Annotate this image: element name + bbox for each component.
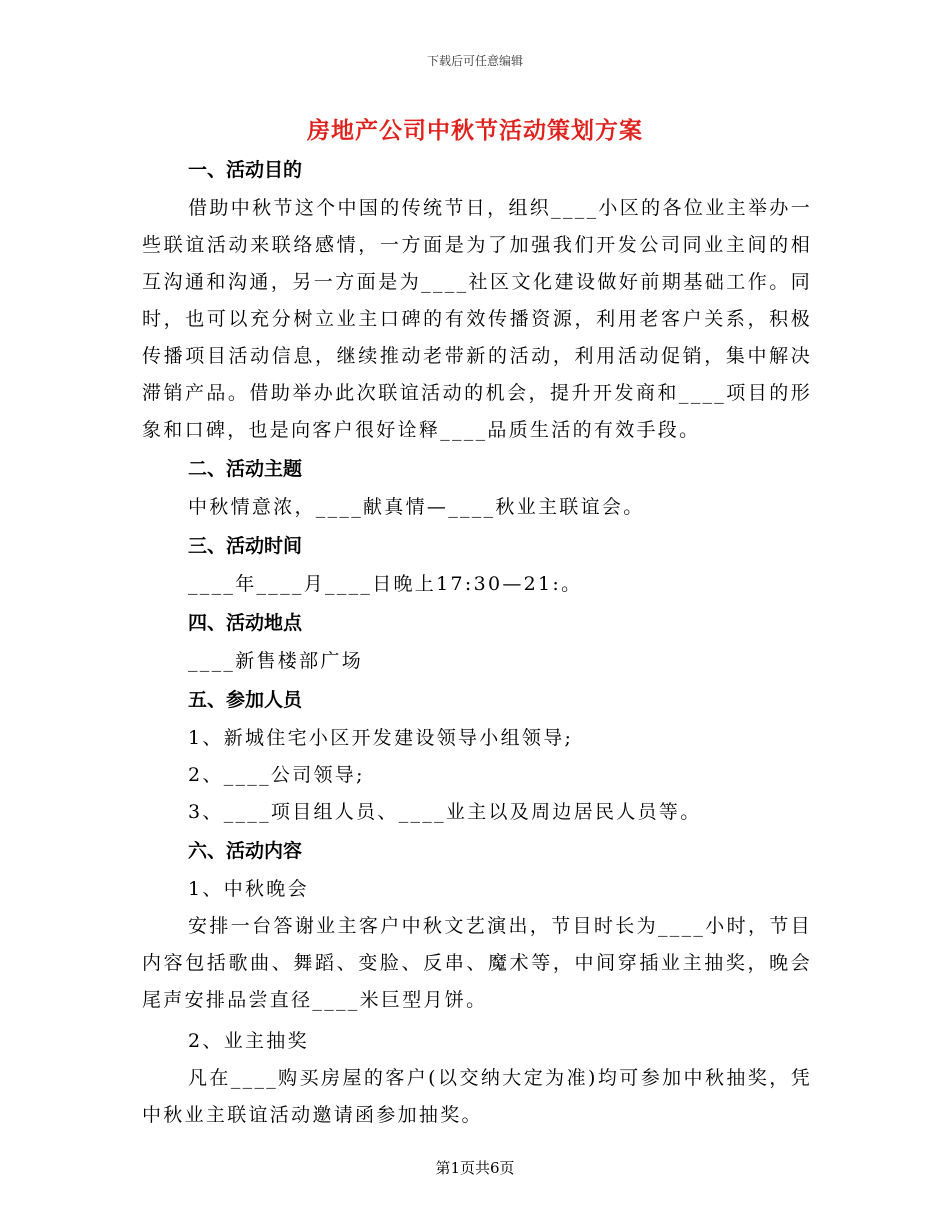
- subsection-title-lottery: 2、业主抽奖: [188, 1030, 309, 1052]
- section-line-location: ____新售楼部广场: [188, 650, 364, 672]
- section-heading-theme: 二、活动主题: [188, 458, 303, 480]
- list-item: 3、____项目组人员、____业主以及周边居民人员等。: [188, 801, 702, 823]
- header-note: 下载后可任意编辑: [426, 54, 523, 68]
- page-footer: 第1页共6页: [435, 1159, 515, 1177]
- document-title: 房地产公司中秋节活动策划方案: [307, 117, 643, 144]
- section-line-time: ____年____月____日晚上17:30—21:。: [188, 573, 583, 595]
- section-paragraph-purpose: 借助中秋节这个中国的传统节日，组织____小区的各位业主举办一些联谊活动来联络感情，一方面是为了加强我们开发公司同业主间的相互沟通和沟通，另一方面是为____社区文化建设做好前期基础工作。同时，也可以充分树立业主口碑的有效传播资源，利用老客户关系，积极传播项目活动信息，继续推动老带新的活动，利用活动促销，集中解决滞销产品。借助举办此次联谊活动的机会，提升开发商和____项目的形象和口碑，也是向客户很好诠释____品质生活的有效手段。: [142, 197, 812, 441]
- list-item: 1、新城住宅小区开发建设领导小组领导;: [188, 727, 574, 749]
- section-heading-location: 四、活动地点: [188, 612, 303, 634]
- section-heading-time: 三、活动时间: [188, 535, 303, 557]
- subsection-paragraph-lottery: 凡在____购买房屋的客户(以交纳大定为准)均可参加中秋抽奖，凭中秋业主联谊活动邀请函参加抽奖。: [142, 1067, 812, 1126]
- list-item: 2、____公司领导;: [188, 764, 365, 786]
- section-heading-participants: 五、参加人员: [188, 689, 303, 711]
- document-body: [142, 150, 812, 1134]
- section-heading-purpose: 一、活动目的: [188, 159, 303, 181]
- section-line-theme: 中秋情意浓，____献真情—____秋业主联谊会。: [188, 496, 645, 518]
- section-heading-content: 六、活动内容: [188, 840, 303, 862]
- subsection-paragraph-gala: 安排一台答谢业主客户中秋文艺演出，节目时长为____小时，节目内容包括歌曲、舞蹈、变脸、反串、魔术等，中间穿插业主抽奖，晚会尾声安排品尝直径____米巨型月饼。: [142, 915, 812, 1011]
- subsection-title-gala: 1、中秋晚会: [188, 878, 309, 900]
